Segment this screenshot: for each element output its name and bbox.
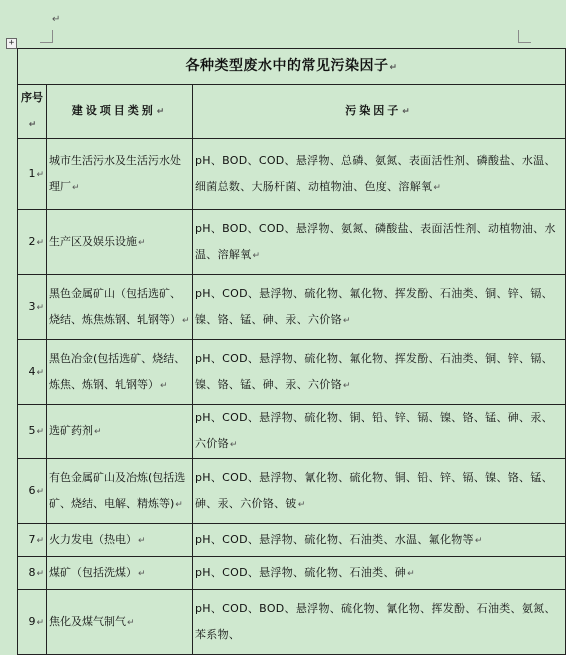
row-category: 焦化及煤气制气 xyxy=(49,614,126,628)
paragraph-mark-icon: ↵ xyxy=(474,535,483,546)
row-number: 3 xyxy=(28,299,36,313)
row-pollutants: pH、COD、悬浮物、硫化物、氟化物、挥发酚、石油类、铜、锌、镉、镍、铬、锰、砷、汞、六价铬 xyxy=(195,286,553,326)
margin-corner-top-left xyxy=(40,30,53,43)
paragraph-mark-icon: ↵ xyxy=(160,380,168,391)
paragraph-mark-icon: ↵ xyxy=(342,380,351,391)
paragraph-mark-icon: ↵ xyxy=(36,302,44,313)
row-pollutants: pH、COD、悬浮物、硫化物、石油类、砷 xyxy=(195,565,407,579)
header-pollutants: 污染因子↵ xyxy=(193,85,566,139)
paragraph-mark-icon: ↵ xyxy=(252,250,261,261)
row-category: 黑色金属矿山（包括选矿、烧结、炼焦炼钢、轧钢等） xyxy=(49,286,181,326)
row-number: 1 xyxy=(28,166,36,180)
table-row xyxy=(18,210,566,275)
paragraph-mark-icon: ↵ xyxy=(127,617,135,628)
table-row xyxy=(18,139,566,210)
paragraph-mark-icon: ↵ xyxy=(36,486,44,497)
row-pollutants: pH、COD、悬浮物、硫化物、石油类、水温、氟化物等 xyxy=(195,532,474,546)
paragraph-mark-icon: ↵ xyxy=(138,568,146,579)
paragraph-mark-icon: ↵ xyxy=(36,617,44,628)
row-category: 城市生活污水及生活污水处理厂 xyxy=(49,153,181,193)
row-category: 火力发电（热电） xyxy=(49,532,137,546)
table-row xyxy=(18,340,566,405)
paragraph-mark-icon: ↵ xyxy=(342,315,351,326)
pollutant-table xyxy=(17,48,566,655)
paragraph-mark-icon: ↵ xyxy=(36,237,44,248)
row-pollutants: pH、COD、悬浮物、氰化物、硫化物、铜、铅、锌、镉、镍、铬、锰、砷、汞、六价铬、铍 xyxy=(195,470,553,510)
paragraph-mark-icon: ↵ xyxy=(36,367,44,378)
paragraph-mark-icon: ↵ xyxy=(36,427,44,437)
table-move-handle-icon[interactable]: + xyxy=(6,38,17,49)
row-number: 5 xyxy=(28,424,36,437)
header-category: 建设项目类别↵ xyxy=(47,85,193,139)
row-category: 选矿药剂 xyxy=(49,424,93,437)
paragraph-mark-icon: ↵ xyxy=(402,107,413,117)
paragraph-mark-icon: ↵ xyxy=(433,182,442,193)
row-number: 7 xyxy=(28,532,36,546)
table-row xyxy=(18,459,566,524)
table-row xyxy=(18,405,566,459)
paragraph-mark-icon: ↵ xyxy=(297,499,306,510)
row-number: 4 xyxy=(28,364,36,378)
row-category: 生产区及娱乐设施 xyxy=(49,234,137,248)
row-category: 黑色冶金(包括选矿、烧结、炼焦、炼钢、轧钢等） xyxy=(49,351,186,391)
table-row xyxy=(18,590,566,655)
row-number: 6 xyxy=(28,483,36,497)
paragraph-mark-icon: ↵ xyxy=(407,568,415,579)
table-row xyxy=(18,275,566,340)
table-title: 各种类型废水中的常见污染因子↵ xyxy=(18,49,566,85)
row-pollutants: pH、COD、悬浮物、硫化物、铜、铅、锌、镉、镍、铬、锰、砷、汞、六价铬 xyxy=(195,411,553,450)
paragraph-mark-icon: ↵ xyxy=(229,440,238,450)
row-number: 9 xyxy=(28,614,36,628)
paragraph-mark-icon: ↵ xyxy=(36,535,44,546)
paragraph-mark-icon: ↵ xyxy=(52,14,61,25)
paragraph-mark-icon: ↵ xyxy=(36,568,44,579)
row-category: 有色金属矿山及冶炼(包括选矿、烧结、电解、精炼等) xyxy=(49,470,186,510)
table-row xyxy=(18,557,566,590)
paragraph-mark-icon: ↵ xyxy=(94,427,102,437)
row-pollutants: pH、BOD、COD、悬浮物、氨氮、磷酸盐、表面活性剂、动植物油、水温、溶解氧 xyxy=(195,221,556,261)
paragraph-mark-icon: ↵ xyxy=(175,499,183,510)
paragraph-mark-icon: ↵ xyxy=(389,62,398,73)
paragraph-mark-icon: ↵ xyxy=(36,169,44,180)
margin-corner-top-right xyxy=(518,30,531,43)
header-no: 序号↵ xyxy=(18,85,47,139)
row-category: 煤矿（包括洗煤） xyxy=(49,565,137,579)
paragraph-mark-icon: ↵ xyxy=(182,315,190,326)
row-pollutants: pH、COD、BOD、悬浮物、硫化物、氰化物、挥发酚、石油类、氨氮、苯系物、 xyxy=(195,602,556,641)
paragraph-mark-icon: ↵ xyxy=(156,107,168,117)
table-body xyxy=(18,139,566,655)
row-number: 2 xyxy=(28,234,36,248)
table-row xyxy=(18,524,566,557)
paragraph-mark-icon: ↵ xyxy=(28,120,37,130)
row-pollutants: pH、COD、悬浮物、硫化物、氟化物、挥发酚、石油类、铜、锌、镉、镍、铬、锰、砷、汞、六价铬 xyxy=(195,351,553,391)
paragraph-mark-icon: ↵ xyxy=(138,535,146,546)
row-number: 8 xyxy=(28,565,36,579)
paragraph-mark-icon: ↵ xyxy=(72,182,80,193)
row-pollutants: pH、BOD、COD、悬浮物、总磷、氨氮、表面活性剂、磷酸盐、水温、细菌总数、大肠杆菌、动植物油、色度、溶解氧 xyxy=(195,153,556,193)
paragraph-mark-icon: ↵ xyxy=(138,237,146,248)
